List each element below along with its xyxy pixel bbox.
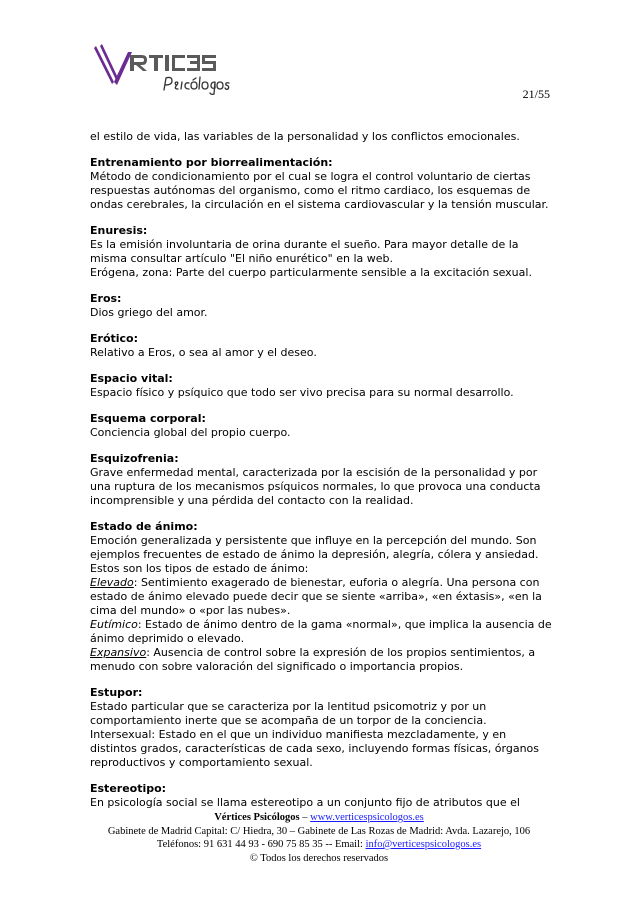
- entry-term: Enuresis:: [90, 224, 148, 237]
- footer-address: Gabinete de Madrid Capital: C/ Hiedra, 30 – Gabinete de Las Rozas de Madrid: Avda. Lazarejo, 106: [107, 825, 531, 837]
- glossary-entry: [90, 332, 552, 360]
- entry-line: En psicología social se llama estereotipo a un conjunto fijo de atributos que el: [90, 796, 520, 809]
- entry-line: Erógena, zona: Parte del cuerpo particularmente sensible a la excitación sexual.: [90, 266, 532, 279]
- entry-term: Esquema corporal:: [90, 412, 206, 425]
- footer-email-link[interactable]: info@verticespsicologos.es: [365, 839, 482, 850]
- glossary-entry: [90, 452, 552, 508]
- entry-line: ejemplos frecuentes de estado de ánimo la depresión, alegría, cólera y ansiedad.: [90, 548, 539, 561]
- entry-line: Estado particular que se caracteriza por la lentitud psicomotriz y por un: [90, 700, 487, 713]
- entry-line: menudo con sobre valoración del significado o importancia propios.: [90, 660, 464, 673]
- entry-term: Estereotipo:: [90, 782, 167, 795]
- mood-type-label: Expansivo: [90, 646, 147, 659]
- glossary-entry: [90, 686, 552, 770]
- entry-line: ánimo deprimido o elevado.: [90, 632, 245, 645]
- entry-term: Esquizofrenia:: [90, 452, 179, 465]
- mood-type-text: : Ausencia de control sobre la expresión de los propios sentimientos, a: [146, 646, 536, 659]
- footer-phones: Teléfonos: 91 631 44 93 - 690 75 85 35 -- Email:: [156, 839, 366, 850]
- mood-type-label: Eutímico: [90, 618, 138, 631]
- entry-line: reproductivos y comportamiento sexual.: [90, 756, 313, 769]
- page-footer: [0, 811, 638, 865]
- footer-brand-line: [0, 811, 638, 825]
- entry-term: Eros:: [90, 292, 122, 305]
- entry-line: comportamiento inerte que se acompaña de un torpor de la conciencia.: [90, 714, 487, 727]
- entry-line: una ruptura de los mecanismos psíquicos normales, lo que provoca una conducta: [90, 480, 541, 493]
- document-body: [90, 130, 552, 810]
- footer-website-link[interactable]: www.verticespsicologos.es: [310, 812, 424, 823]
- mood-type-line: [90, 646, 552, 660]
- entry-line: Dios griego del amor.: [90, 306, 208, 319]
- entry-line: Estos son los tipos de estado de ánimo:: [90, 562, 309, 575]
- footer-rights: © Todos los derechos reservados: [249, 852, 389, 864]
- footer-contact-line: [0, 838, 638, 852]
- entry-line: Intersexual: Estado en el que un individuo manifiesta mezcladamente, y en: [90, 728, 507, 741]
- mood-type-text: : Sentimiento exagerado de bienestar, euforia o alegría. Una persona con: [133, 576, 540, 589]
- mood-type-line: [90, 618, 552, 632]
- entry-line: distintos grados, características de cada sexo, incluyendo formas físicas, órganos: [90, 742, 540, 755]
- footer-brand: Vértices Psicólogos: [214, 812, 300, 823]
- footer-separator: –: [299, 812, 311, 823]
- logo: [92, 38, 232, 104]
- page-number: 21/55: [522, 87, 550, 101]
- entry-term: Estupor:: [90, 686, 143, 699]
- entry-line: misma consultar artículo "El niño enurético" en la web.: [90, 252, 393, 265]
- entry-line: Espacio físico y psíquico que todo ser vivo precisa para su normal desarrollo.: [90, 386, 514, 399]
- entry-line: Método de condicionamiento por el cual se logra el control voluntario de ciertas: [90, 170, 531, 183]
- entry-line: ondas cerebrales, la circulación en el sistema cardiovascular y la tensión muscular.: [90, 198, 549, 211]
- entry-line: estado de ánimo elevado puede decir que se siente «arriba», «en éxtasis», «en la: [90, 590, 542, 603]
- entry-line: respuestas autónomas del organismo, como el ritmo cardiaco, los esquemas de: [90, 184, 531, 197]
- entry-line: Es la emisión involuntaria de orina durante el sueño. Para mayor detalle de la: [90, 238, 519, 251]
- entry-line: Relativo a Eros, o sea al amor y el deseo.: [90, 346, 317, 359]
- entry-line: Conciencia global del propio cuerpo.: [90, 426, 291, 439]
- glossary-entry: [90, 412, 552, 440]
- glossary-entry: [90, 156, 552, 212]
- entry-term: Estado de ánimo:: [90, 520, 198, 533]
- entry-line: Grave enfermedad mental, caracterizada por la escisión de la personalidad y por: [90, 466, 538, 479]
- entry-term: Erótico:: [90, 332, 139, 345]
- intro-paragraph: el estilo de vida, las variables de la personalidad y los conflictos emocionales.: [90, 130, 520, 143]
- entry-term: Entrenamiento por biorrealimentación:: [90, 156, 333, 169]
- glossary-entry: [90, 224, 552, 280]
- mood-type-label: Elevado: [90, 576, 134, 589]
- glossary-entry: [90, 782, 552, 810]
- entry-line: incomprensible y una pérdida del contacto con la realidad.: [90, 494, 414, 507]
- glossary-entry: [90, 520, 552, 674]
- entry-term: Espacio vital:: [90, 372, 173, 385]
- logo-mark-icon: [92, 38, 232, 104]
- glossary-entry: [90, 292, 552, 320]
- entry-line: cima del mundo» o «por las nubes».: [90, 604, 291, 617]
- mood-type-line: [90, 576, 552, 590]
- glossary-entry: [90, 372, 552, 400]
- mood-type-text: : Estado de ánimo dentro de la gama «normal», que implica la ausencia de: [137, 618, 552, 631]
- entry-line: Emoción generalizada y persistente que influye en la percepción del mundo. Son: [90, 534, 537, 547]
